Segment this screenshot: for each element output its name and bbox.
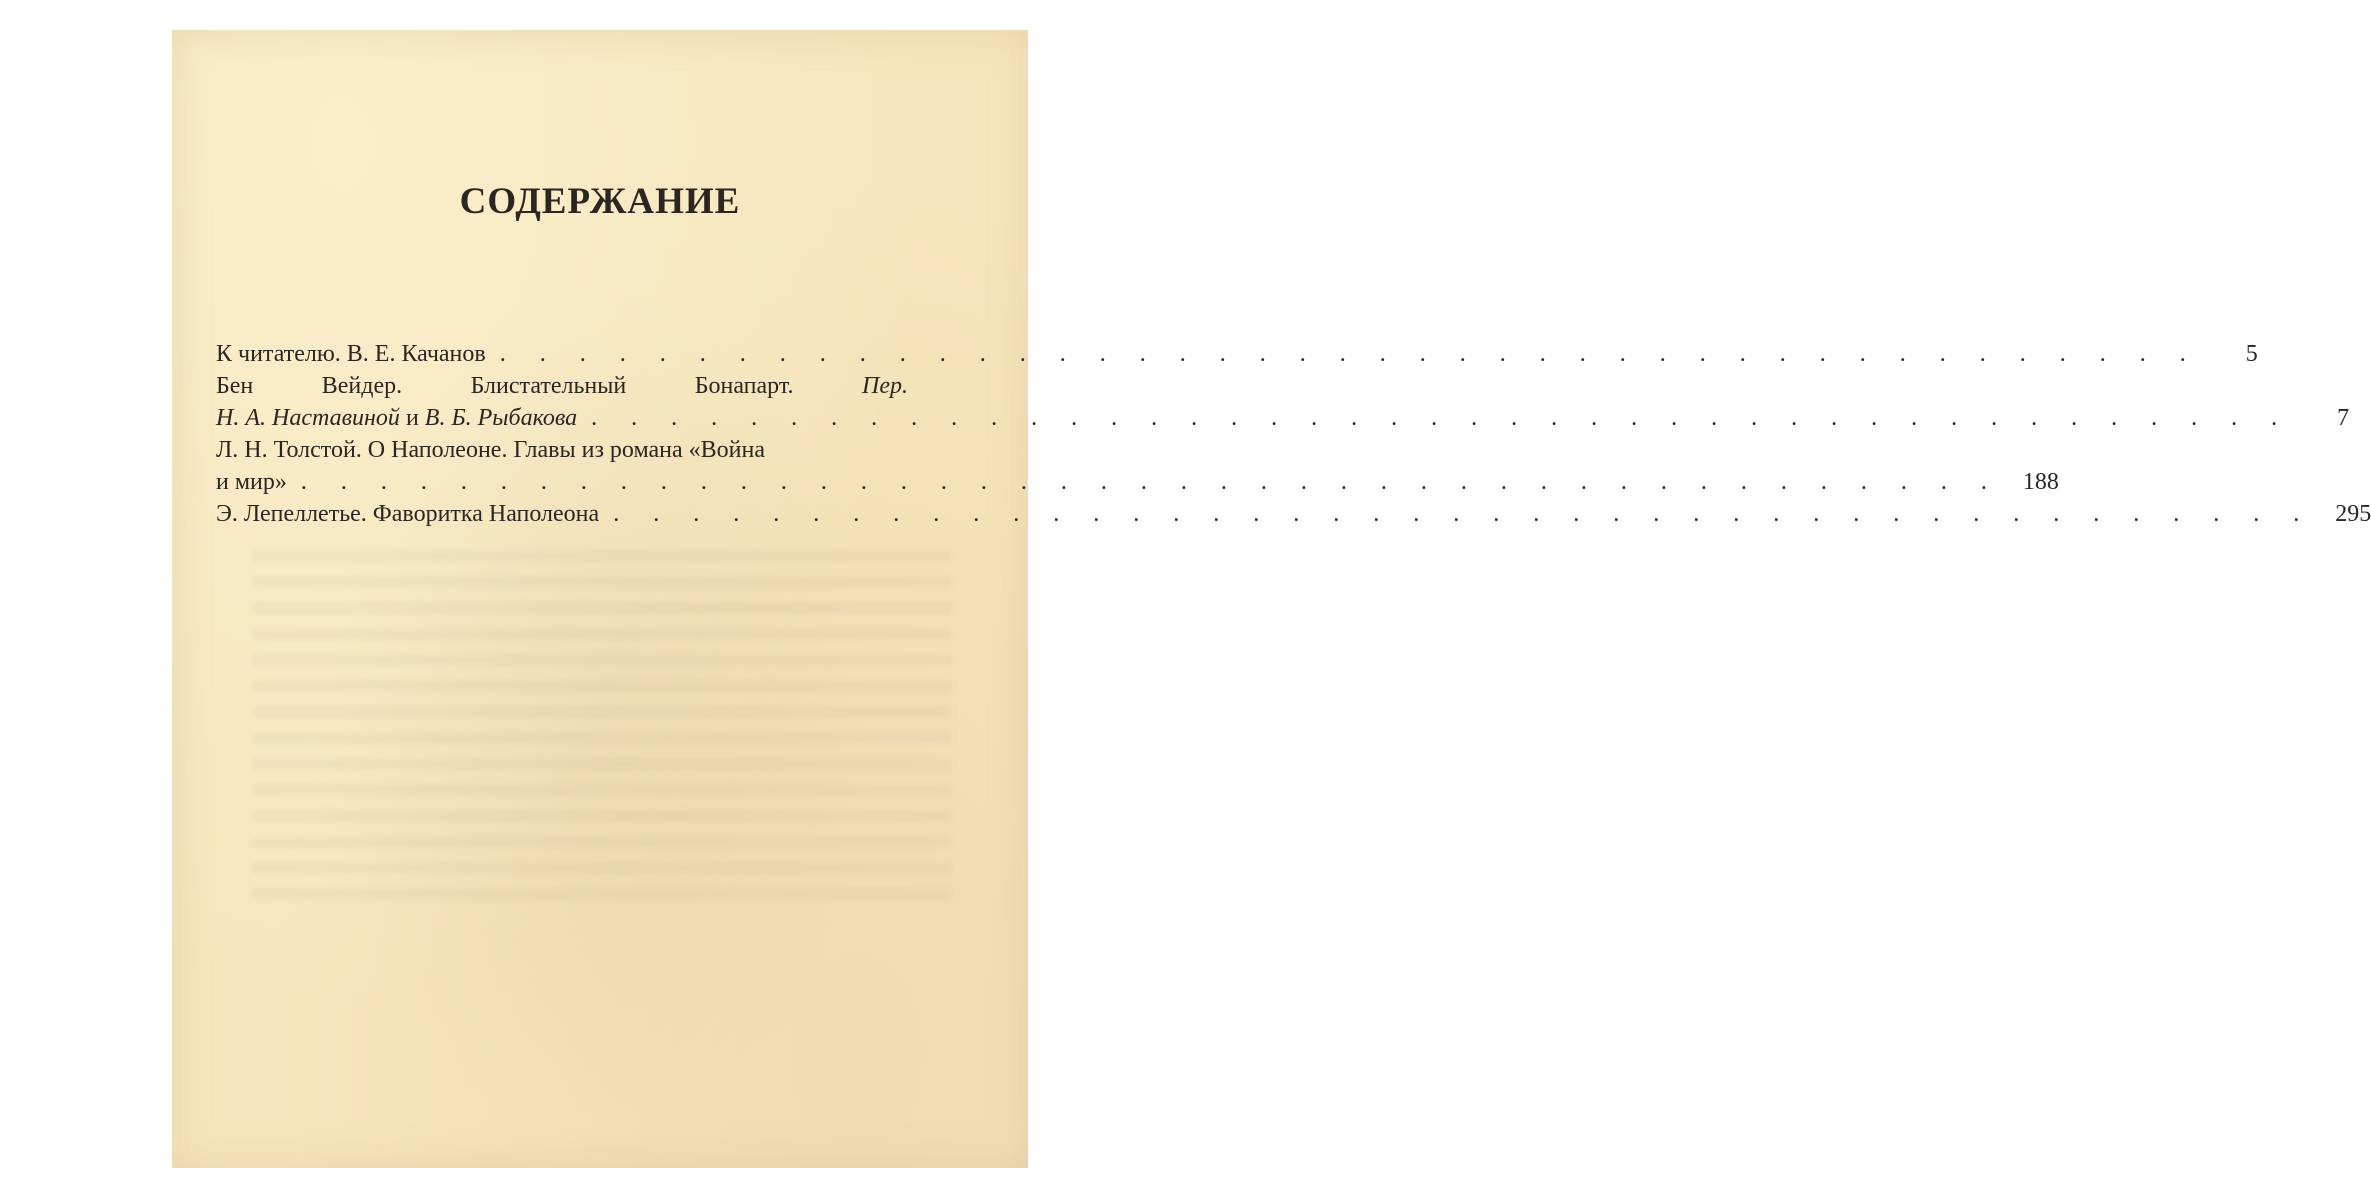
toc-entry-2-word-2: Вейдер. xyxy=(321,373,403,399)
toc-entry-1-leader: . . . . . . . . . . . . . . . . . . . . . . . . . . . . . . . . . . . . . . . . . . . xyxy=(499,341,2200,367)
toc-entry-3-line-1 xyxy=(216,434,966,466)
bleed-through-texture xyxy=(252,550,952,910)
toc-entry-3-leader: . . . . . . . . . . . . . . . . . . . . . . . . . . . . . . . . . . . . . . . . . . . xyxy=(300,469,2001,495)
toc-entry-3-text-line-2: и мир» xyxy=(216,469,287,495)
toc-entry-2-word-4: Бонапарт. xyxy=(694,373,794,399)
toc-entry-3-text-line-1: Л. Н. Толстой. О Наполеоне. Главы из романа «Война xyxy=(216,437,765,463)
toc-entry-2-translator-2: В. Б. Рыбакова xyxy=(424,405,578,431)
book-page xyxy=(172,30,2371,1168)
toc-entry-2-word-1: Бен xyxy=(216,373,254,399)
toc-entry-2-word-3: Блистательный xyxy=(470,373,627,399)
toc-entry-1 xyxy=(216,338,2258,370)
toc-entry-2-line-1 xyxy=(216,370,966,402)
toc-entry-2-text-line-1 xyxy=(216,370,908,402)
toc-entry-4-text: Э. Лепеллетье. Фаворитка Наполеона xyxy=(216,501,600,527)
toc-entry-2-leader: . . . . . . . . . . . . . . . . . . . . . . . . . . . . . . . . . . . . . . . . . . . xyxy=(591,405,2292,431)
toc-entry-1-page: 5 xyxy=(2245,341,2258,367)
toc-entry-2-word-5: Пер. xyxy=(861,373,908,399)
toc-entry-3-line-2 xyxy=(216,466,2059,498)
toc-entry-2-text-line-2 xyxy=(216,402,577,434)
table-of-contents xyxy=(216,338,2371,530)
toc-entry-4-leader: . . . . . . . . . . . . . . . . . . . . . . . . . . . . . . . . . . . . . . . . . . . xyxy=(613,501,2314,527)
toc-entry-4 xyxy=(216,498,2371,530)
toc-entry-2-conjunction: и xyxy=(399,405,425,431)
page-title: СОДЕРЖАНИЕ xyxy=(459,181,741,222)
toc-entry-2-page: 7 xyxy=(2337,405,2350,431)
toc-entry-2-line-2 xyxy=(216,402,2350,434)
toc-entry-3-page: 188 xyxy=(2022,469,2059,495)
toc-entry-1-text: К читателю. В. Е. Качанов xyxy=(216,341,486,367)
toc-entry-2-translator-1: Н. А. Наставиной xyxy=(216,405,400,431)
toc-entry-4-page: 295 xyxy=(2335,501,2371,527)
